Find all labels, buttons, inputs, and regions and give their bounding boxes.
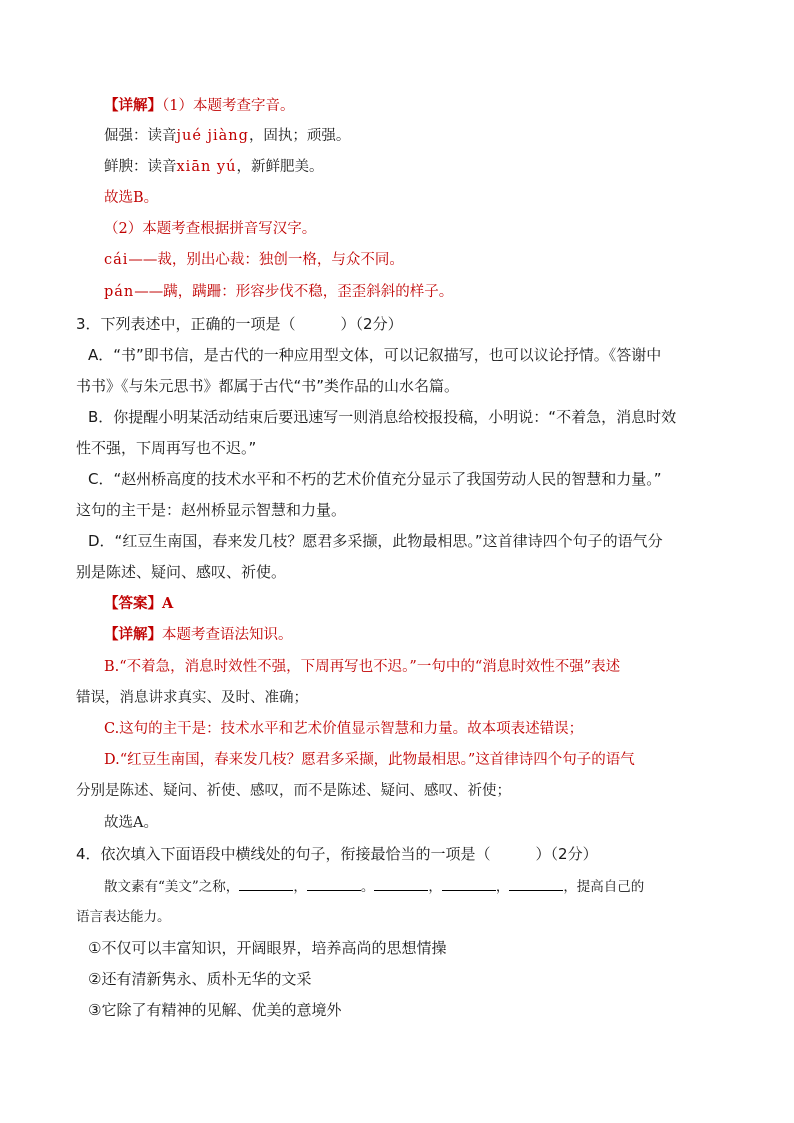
cai-pinyin: cái — [104, 252, 129, 268]
answer-value: A — [162, 595, 174, 612]
q3-option-c-line1: C．“赵州桥高度的技术水平和不朽的艺术价值充分显示了我国劳动人民的智慧和力量。” — [88, 470, 662, 488]
q4-stem: 4．依次填入下面语段中横线处的句子，衔接最恰当的一项是（ ）（2分） — [76, 845, 598, 863]
blank-3 — [374, 876, 428, 891]
detail-label: 【详解】 — [104, 97, 162, 114]
pan-pinyin: pán — [104, 284, 135, 300]
cai-text: ——裁，别出心裁：独创一格，与众不同。 — [128, 252, 404, 268]
passage-prefix: 散文素有“美文”之称， — [104, 879, 240, 895]
q3-answer — [104, 594, 173, 614]
q2-part2: （2）本题考查根据拼音写汉字。 — [104, 221, 317, 237]
answer-label: 【答案】 — [104, 595, 162, 612]
q3-option-d-line2: 别是陈述、疑问、感叹、祈使。 — [76, 563, 287, 581]
q3-option-d-line1: D．“红豆生南国，春来发几枝？愿君多采撷，此物最相思。”这首律诗四个句子的语气分 — [88, 532, 663, 550]
xianyu-line — [104, 157, 323, 177]
juejiang-line — [104, 126, 350, 146]
q3-choose: 故选A。 — [104, 815, 158, 831]
passage-sep: ， — [428, 879, 442, 895]
q2-detail-heading — [104, 96, 294, 116]
passage-sep: 。 — [360, 879, 375, 895]
q3-option-b-line1: B．你提醒小明某活动结束后要迅速写一则消息给校报投稿，小明说：“不着急，消息时效 — [88, 408, 677, 426]
q3-stem: 3．下列表述中，正确的一项是（ ）（2分） — [76, 315, 403, 333]
q2-choose: 故选B。 — [104, 190, 159, 206]
blank-1 — [239, 876, 293, 891]
q3-detail — [104, 625, 293, 645]
q3-explain-d-line2: 分别是陈述、疑问、祈使、感叹，而不是陈述、疑问、感叹、祈使； — [76, 783, 511, 799]
q3-option-c-line2: 这句的主干是：赵州桥显示智慧和力量。 — [76, 501, 347, 519]
q3-explain-b-line2: 错误，消息讲求真实、及时、准确； — [76, 690, 308, 706]
q4-item-2: ②还有清新隽永、质朴无华的文采 — [88, 970, 312, 988]
q3-explain-b-line1: B.“不着急，消息时效性不强，下周再写也不迟。”一句中的“消息时效性不强”表述 — [104, 659, 621, 675]
pan-text: ——蹒，蹒跚：形容步伐不稳，歪歪斜斜的样子。 — [134, 284, 454, 300]
blank-2 — [307, 876, 361, 891]
passage-sep: ， — [293, 879, 307, 895]
xianyu-def: ，新鲜肥美。 — [236, 159, 324, 175]
detail-heading-text: （1）本题考查字音。 — [162, 98, 295, 114]
q3-explain-c: C.这句的主干是：技术水平和艺术价值显示智慧和力量。故本项表述错误； — [104, 721, 584, 737]
juejiang-pinyin: jué jiàng — [176, 128, 249, 144]
juejiang-term: 倔强：读音 — [104, 128, 177, 144]
juejiang-def: ，固执；顽强。 — [248, 128, 351, 144]
q4-passage-line2: 语言表达能力。 — [76, 909, 171, 925]
xianyu-pinyin: xiān yú — [176, 159, 237, 175]
detail-text: 本题考查语法知识。 — [162, 627, 293, 643]
passage-sep: ， — [495, 879, 510, 895]
blank-5 — [509, 876, 563, 891]
passage-suffix: ，提高自己的 — [563, 879, 645, 895]
q4-passage-line1 — [104, 876, 644, 897]
q4-item-3: ③它除了有精神的见解、优美的意境外 — [88, 1001, 342, 1019]
q3-explain-d-line1: D.“红豆生南国，春来发几枝？愿君多采撷，此物最相思。”这首律诗四个句子的语气 — [104, 752, 635, 768]
cai-line — [104, 250, 404, 270]
q3-option-a-line1: A．“书”即书信，是古代的一种应用型文体，可以记叙描写，也可以议论抒情。《答谢中 — [88, 346, 662, 364]
detail-label: 【详解】 — [104, 626, 162, 643]
xianyu-term: 鲜腴：读音 — [104, 159, 177, 175]
q4-item-1: ①不仅可以丰富知识，开阔眼界，培养高尚的思想情操 — [88, 939, 447, 957]
q3-option-b-line2: 性不强，下周再写也不迟。” — [76, 439, 257, 457]
q3-option-a-line2: 书书》《与朱元思书》都属于古代“书”类作品的山水名篇。 — [76, 377, 460, 395]
blank-4 — [442, 876, 496, 891]
pan-line — [104, 282, 453, 302]
